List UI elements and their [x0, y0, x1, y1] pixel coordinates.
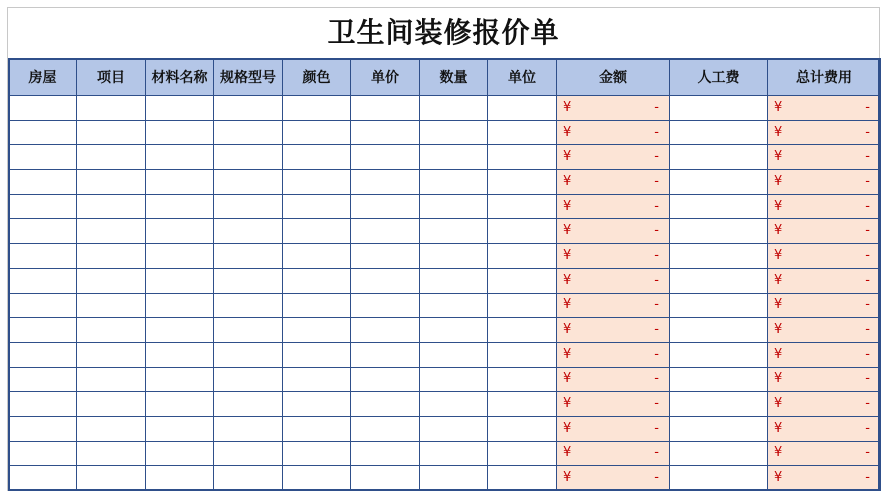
cell-item[interactable]: [77, 392, 146, 417]
cell-amount[interactable]: [557, 219, 670, 244]
currency-symbol: ¥: [563, 371, 572, 387]
money-value: -: [865, 272, 870, 288]
cell-spec[interactable]: [214, 416, 283, 441]
cell-room[interactable]: [9, 96, 77, 121]
cell-material[interactable]: [146, 244, 214, 269]
cell-material[interactable]: [146, 96, 214, 121]
table-body: [9, 96, 881, 491]
sheet-title: 卫生间装修报价单: [327, 16, 560, 49]
cell-total[interactable]: [768, 268, 881, 293]
table-row: [9, 120, 881, 145]
col-header-amount: 金额: [557, 59, 670, 96]
money-value: -: [654, 272, 659, 288]
cell-color[interactable]: [283, 441, 351, 466]
cell-material[interactable]: [146, 120, 214, 145]
cell-material[interactable]: [146, 219, 214, 244]
col-header-material: 材料名称: [146, 59, 214, 96]
cell-quantity[interactable]: [420, 219, 488, 244]
cell-color[interactable]: [283, 293, 351, 318]
cell-spec[interactable]: [214, 170, 283, 195]
cell-labor[interactable]: [670, 416, 768, 441]
currency-symbol: ¥: [774, 124, 783, 140]
cell-room[interactable]: [9, 170, 77, 195]
cell-spec[interactable]: [214, 342, 283, 367]
col-header-unit-price: 单价: [351, 59, 420, 96]
cell-amount[interactable]: [557, 466, 670, 491]
currency-symbol: ¥: [563, 420, 572, 436]
money-value: -: [654, 445, 659, 461]
cell-item[interactable]: [77, 293, 146, 318]
cell-unit-price[interactable]: [351, 367, 420, 392]
cell-unit-price[interactable]: [351, 268, 420, 293]
cell-labor[interactable]: [670, 367, 768, 392]
cell-spec[interactable]: [214, 96, 283, 121]
cell-color[interactable]: [283, 268, 351, 293]
cell-total[interactable]: [768, 293, 881, 318]
cell-spec[interactable]: [214, 244, 283, 269]
cell-total[interactable]: [768, 120, 881, 145]
cell-amount[interactable]: [557, 416, 670, 441]
cell-quantity[interactable]: [420, 293, 488, 318]
cell-material[interactable]: [146, 318, 214, 343]
cell-quantity[interactable]: [420, 194, 488, 219]
col-header-labor: 人工费: [670, 59, 768, 96]
cell-quantity[interactable]: [420, 466, 488, 491]
cell-amount[interactable]: [557, 367, 670, 392]
cell-room[interactable]: [9, 219, 77, 244]
currency-symbol: ¥: [563, 99, 572, 115]
cell-unit[interactable]: [488, 219, 557, 244]
table-row: [9, 268, 881, 293]
table-row: [9, 194, 881, 219]
cell-unit-price[interactable]: [351, 219, 420, 244]
cell-quantity[interactable]: [420, 318, 488, 343]
money-value: -: [654, 470, 659, 486]
currency-symbol: ¥: [563, 396, 572, 412]
cell-material[interactable]: [146, 392, 214, 417]
money-value: -: [654, 346, 659, 362]
currency-symbol: ¥: [774, 371, 783, 387]
cell-room[interactable]: [9, 293, 77, 318]
cell-item[interactable]: [77, 244, 146, 269]
cell-spec[interactable]: [214, 466, 283, 491]
currency-symbol: ¥: [774, 470, 783, 486]
cell-amount[interactable]: [557, 170, 670, 195]
cell-color[interactable]: [283, 219, 351, 244]
cell-amount[interactable]: [557, 145, 670, 170]
cell-labor[interactable]: [670, 318, 768, 343]
cell-room[interactable]: [9, 441, 77, 466]
cell-spec[interactable]: [214, 194, 283, 219]
col-header-quantity: 数量: [420, 59, 488, 96]
cell-unit[interactable]: [488, 318, 557, 343]
cell-unit-price[interactable]: [351, 392, 420, 417]
cell-quantity[interactable]: [420, 120, 488, 145]
cell-unit-price[interactable]: [351, 194, 420, 219]
cell-item[interactable]: [77, 342, 146, 367]
cell-item[interactable]: [77, 145, 146, 170]
cell-material[interactable]: [146, 466, 214, 491]
cell-total[interactable]: [768, 466, 881, 491]
table-row: [9, 96, 881, 121]
col-header-item: 项目: [77, 59, 146, 96]
cell-material[interactable]: [146, 145, 214, 170]
cell-labor[interactable]: [670, 120, 768, 145]
cell-color[interactable]: [283, 244, 351, 269]
cell-material[interactable]: [146, 342, 214, 367]
money-value: -: [654, 420, 659, 436]
cell-room[interactable]: [9, 318, 77, 343]
cell-amount[interactable]: [557, 268, 670, 293]
money-value: -: [654, 247, 659, 263]
cell-spec[interactable]: [214, 145, 283, 170]
money-value: -: [654, 322, 659, 338]
cell-quantity[interactable]: [420, 342, 488, 367]
cell-spec[interactable]: [214, 293, 283, 318]
money-value: -: [654, 396, 659, 412]
currency-symbol: ¥: [563, 322, 572, 338]
cell-item[interactable]: [77, 120, 146, 145]
cell-material[interactable]: [146, 416, 214, 441]
cell-color[interactable]: [283, 170, 351, 195]
cell-total[interactable]: [768, 342, 881, 367]
money-value: -: [865, 470, 870, 486]
cell-color[interactable]: [283, 318, 351, 343]
cell-unit-price[interactable]: [351, 441, 420, 466]
currency-symbol: ¥: [563, 173, 572, 189]
money-value: -: [654, 198, 659, 214]
currency-symbol: ¥: [774, 198, 783, 214]
table-row: [9, 145, 881, 170]
cell-quantity[interactable]: [420, 441, 488, 466]
table-row: [9, 342, 881, 367]
cell-unit-price[interactable]: [351, 416, 420, 441]
cell-unit-price[interactable]: [351, 120, 420, 145]
cell-total[interactable]: [768, 96, 881, 121]
cell-color[interactable]: [283, 96, 351, 121]
cell-unit-price[interactable]: [351, 293, 420, 318]
cell-labor[interactable]: [670, 219, 768, 244]
cell-material[interactable]: [146, 367, 214, 392]
cell-labor[interactable]: [670, 96, 768, 121]
cell-quantity[interactable]: [420, 170, 488, 195]
cell-unit[interactable]: [488, 96, 557, 121]
table-row: [9, 466, 881, 491]
cell-amount[interactable]: [557, 120, 670, 145]
col-header-unit: 单位: [488, 59, 557, 96]
cell-unit[interactable]: [488, 244, 557, 269]
cell-color[interactable]: [283, 367, 351, 392]
cell-unit[interactable]: [488, 170, 557, 195]
money-value: -: [865, 297, 870, 313]
col-header-total: 总计费用: [768, 59, 881, 96]
cell-material[interactable]: [146, 170, 214, 195]
cell-color[interactable]: [283, 416, 351, 441]
table-row: [9, 367, 881, 392]
money-value: -: [865, 371, 870, 387]
cell-color[interactable]: [283, 392, 351, 417]
table-row: [9, 416, 881, 441]
cell-unit[interactable]: [488, 392, 557, 417]
cell-item[interactable]: [77, 194, 146, 219]
cell-amount[interactable]: [557, 392, 670, 417]
money-value: -: [865, 322, 870, 338]
cell-unit-price[interactable]: [351, 170, 420, 195]
currency-symbol: ¥: [563, 470, 572, 486]
currency-symbol: ¥: [774, 149, 783, 165]
money-value: -: [865, 223, 870, 239]
cell-unit-price[interactable]: [351, 342, 420, 367]
money-value: -: [654, 223, 659, 239]
cell-total[interactable]: [768, 318, 881, 343]
cell-total[interactable]: [768, 145, 881, 170]
cell-spec[interactable]: [214, 268, 283, 293]
cell-labor[interactable]: [670, 145, 768, 170]
cell-total[interactable]: [768, 441, 881, 466]
cell-spec[interactable]: [214, 219, 283, 244]
currency-symbol: ¥: [774, 322, 783, 338]
currency-symbol: ¥: [563, 297, 572, 313]
money-value: -: [865, 149, 870, 165]
table-row: [9, 392, 881, 417]
cell-unit[interactable]: [488, 416, 557, 441]
cell-unit[interactable]: [488, 342, 557, 367]
money-value: -: [865, 396, 870, 412]
cell-amount[interactable]: [557, 441, 670, 466]
table-row: [9, 219, 881, 244]
currency-symbol: ¥: [774, 297, 783, 313]
money-value: -: [865, 247, 870, 263]
cell-unit[interactable]: [488, 145, 557, 170]
cell-spec[interactable]: [214, 441, 283, 466]
money-value: -: [865, 420, 870, 436]
cell-total[interactable]: [768, 219, 881, 244]
col-header-spec: 规格型号: [214, 59, 283, 96]
cell-labor[interactable]: [670, 268, 768, 293]
cell-unit[interactable]: [488, 120, 557, 145]
cell-total[interactable]: [768, 244, 881, 269]
currency-symbol: ¥: [774, 223, 783, 239]
cell-room[interactable]: [9, 392, 77, 417]
cell-labor[interactable]: [670, 293, 768, 318]
cell-room[interactable]: [9, 466, 77, 491]
money-value: -: [654, 173, 659, 189]
cell-color[interactable]: [283, 466, 351, 491]
quote-sheet: [7, 7, 880, 491]
cell-color[interactable]: [283, 342, 351, 367]
cell-amount[interactable]: [557, 194, 670, 219]
cell-unit[interactable]: [488, 466, 557, 491]
currency-symbol: ¥: [774, 420, 783, 436]
money-value: -: [654, 371, 659, 387]
cell-unit[interactable]: [488, 268, 557, 293]
cell-unit-price[interactable]: [351, 466, 420, 491]
cell-room[interactable]: [9, 244, 77, 269]
money-value: -: [865, 445, 870, 461]
cell-total[interactable]: [768, 194, 881, 219]
cell-labor[interactable]: [670, 441, 768, 466]
cell-material[interactable]: [146, 268, 214, 293]
cell-amount[interactable]: [557, 244, 670, 269]
cell-color[interactable]: [283, 194, 351, 219]
cell-room[interactable]: [9, 416, 77, 441]
cell-quantity[interactable]: [420, 268, 488, 293]
quote-table: [8, 58, 881, 491]
cell-labor[interactable]: [670, 170, 768, 195]
cell-unit[interactable]: [488, 367, 557, 392]
cell-material[interactable]: [146, 441, 214, 466]
cell-unit-price[interactable]: [351, 145, 420, 170]
col-header-color: 颜色: [283, 59, 351, 96]
table-row: [9, 441, 881, 466]
cell-quantity[interactable]: [420, 392, 488, 417]
cell-room[interactable]: [9, 194, 77, 219]
col-header-room: 房屋: [9, 59, 77, 96]
currency-symbol: ¥: [563, 346, 572, 362]
currency-symbol: ¥: [774, 445, 783, 461]
cell-quantity[interactable]: [420, 145, 488, 170]
cell-item[interactable]: [77, 466, 146, 491]
currency-symbol: ¥: [774, 247, 783, 263]
cell-item[interactable]: [77, 268, 146, 293]
money-value: -: [654, 99, 659, 115]
cell-labor[interactable]: [670, 194, 768, 219]
cell-item[interactable]: [77, 170, 146, 195]
cell-material[interactable]: [146, 293, 214, 318]
cell-total[interactable]: [768, 170, 881, 195]
cell-item[interactable]: [77, 318, 146, 343]
header-row: [9, 59, 881, 96]
currency-symbol: ¥: [563, 272, 572, 288]
cell-color[interactable]: [283, 120, 351, 145]
cell-item[interactable]: [77, 367, 146, 392]
money-value: -: [654, 149, 659, 165]
cell-item[interactable]: [77, 96, 146, 121]
cell-amount[interactable]: [557, 318, 670, 343]
currency-symbol: ¥: [563, 198, 572, 214]
cell-room[interactable]: [9, 268, 77, 293]
currency-symbol: ¥: [563, 247, 572, 263]
cell-quantity[interactable]: [420, 367, 488, 392]
money-value: -: [865, 198, 870, 214]
currency-symbol: ¥: [774, 346, 783, 362]
money-value: -: [865, 99, 870, 115]
cell-item[interactable]: [77, 416, 146, 441]
cell-quantity[interactable]: [420, 244, 488, 269]
money-value: -: [865, 346, 870, 362]
cell-item[interactable]: [77, 441, 146, 466]
cell-color[interactable]: [283, 145, 351, 170]
cell-unit-price[interactable]: [351, 96, 420, 121]
cell-unit[interactable]: [488, 194, 557, 219]
cell-spec[interactable]: [214, 318, 283, 343]
cell-amount[interactable]: [557, 342, 670, 367]
cell-quantity[interactable]: [420, 416, 488, 441]
currency-symbol: ¥: [563, 223, 572, 239]
cell-labor[interactable]: [670, 244, 768, 269]
cell-amount[interactable]: [557, 293, 670, 318]
cell-labor[interactable]: [670, 392, 768, 417]
money-value: -: [654, 124, 659, 140]
cell-room[interactable]: [9, 367, 77, 392]
table-row: [9, 293, 881, 318]
currency-symbol: ¥: [774, 272, 783, 288]
currency-symbol: ¥: [774, 99, 783, 115]
cell-total[interactable]: [768, 367, 881, 392]
cell-unit-price[interactable]: [351, 244, 420, 269]
cell-room[interactable]: [9, 342, 77, 367]
cell-spec[interactable]: [214, 392, 283, 417]
cell-unit-price[interactable]: [351, 318, 420, 343]
cell-labor[interactable]: [670, 466, 768, 491]
cell-total[interactable]: [768, 416, 881, 441]
cell-amount[interactable]: [557, 96, 670, 121]
cell-material[interactable]: [146, 194, 214, 219]
cell-unit[interactable]: [488, 441, 557, 466]
cell-item[interactable]: [77, 219, 146, 244]
currency-symbol: ¥: [563, 445, 572, 461]
table-row: [9, 170, 881, 195]
cell-quantity[interactable]: [420, 96, 488, 121]
table-row: [9, 244, 881, 269]
cell-spec[interactable]: [214, 120, 283, 145]
cell-labor[interactable]: [670, 342, 768, 367]
cell-total[interactable]: [768, 392, 881, 417]
cell-unit[interactable]: [488, 293, 557, 318]
table-row: [9, 318, 881, 343]
currency-symbol: ¥: [563, 149, 572, 165]
currency-symbol: ¥: [774, 396, 783, 412]
cell-room[interactable]: [9, 120, 77, 145]
money-value: -: [865, 124, 870, 140]
currency-symbol: ¥: [774, 173, 783, 189]
currency-symbol: ¥: [563, 124, 572, 140]
cell-spec[interactable]: [214, 367, 283, 392]
money-value: -: [865, 173, 870, 189]
money-value: -: [654, 297, 659, 313]
cell-room[interactable]: [9, 145, 77, 170]
